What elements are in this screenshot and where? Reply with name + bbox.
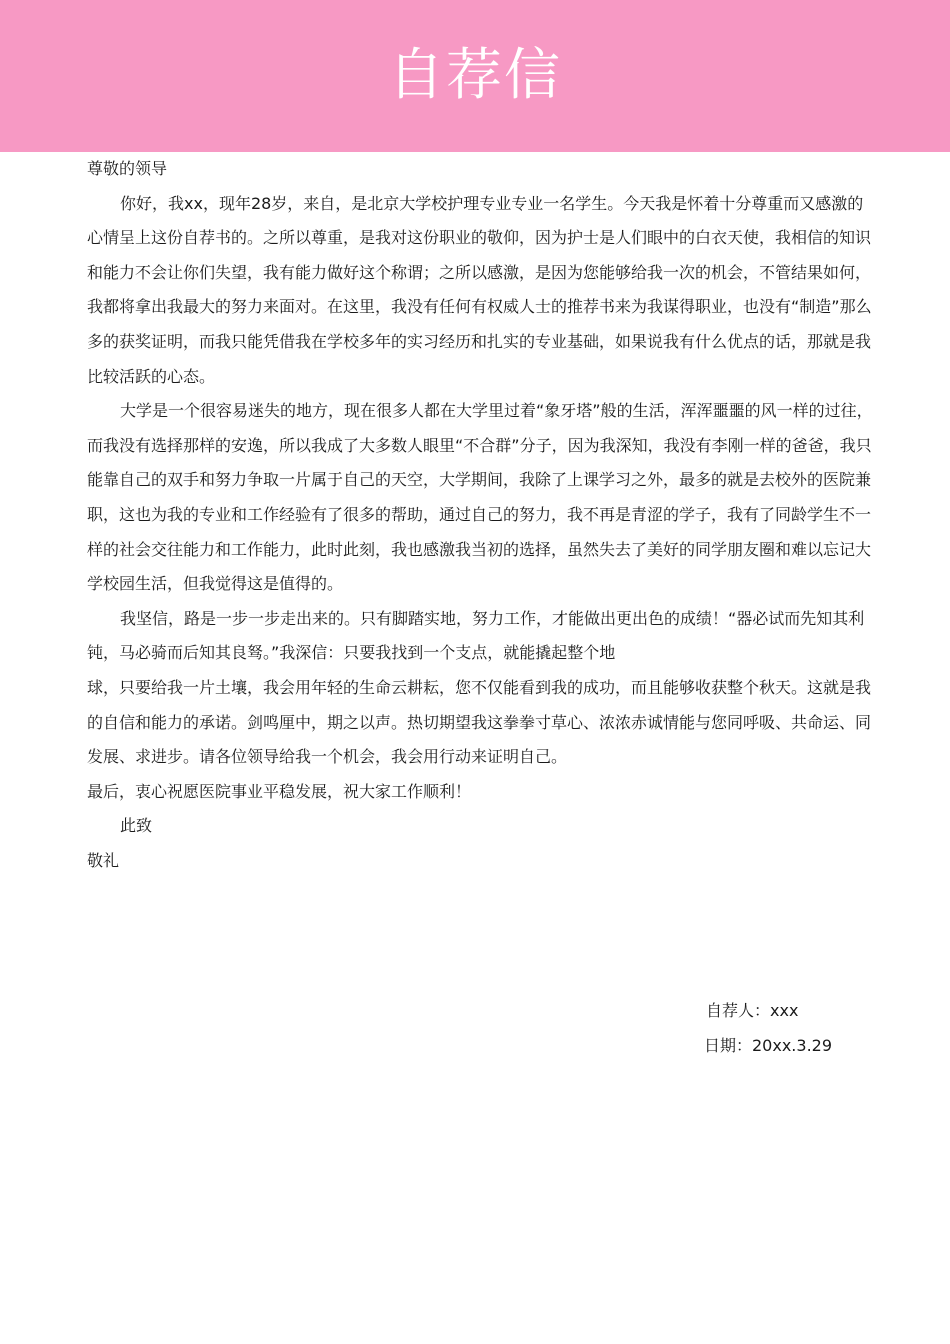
closing-wish: 最后，衷心祝愿医院事业平稳发展，祝大家工作顺利！ xyxy=(87,781,472,801)
closing-salute: 敬礼 xyxy=(87,850,120,870)
paragraph-introduction: 你好，我xx，现年28岁，来自，是北京大学校护理专业专业一名学生。今天我是怀着十分尊重而又感激的心情呈上这份自荐书的。之所以尊重，是我对这份职业的敬仰，因为护士是人们眼中的白衣天使，我相信的知识和能力不会让你们失望，我有能力做好这个称谓；之所以感激，是因为您能够给我一次的机会，不管结果如何，我都将拿出我最大的努力来面对。在这里，我没有任何有权威人士的推荐书来为我谋得职业，也没有“制造”那么多的获奖证明，而我只能凭借我在学校多年的实习经历和扎实的专业基础，如果说我有什么优点的话，那就是我比较活跃的心态。 xyxy=(87,193,872,386)
header-band xyxy=(0,0,950,152)
page-title: 自荐信 xyxy=(388,43,562,108)
signature-name: 自荐人：xxx xyxy=(706,1001,799,1020)
letter-body xyxy=(87,152,877,878)
signature-date: 日期：20xx.3.29 xyxy=(704,1035,833,1055)
salutation: 尊敬的领导 xyxy=(87,159,168,178)
paragraph-continuation: 球，只要给我一片土壤，我会用年轻的生命云耕耘，您不仅能看到我的成功，而且能够收获整个秋天。这就是我的自信和能力的承诺。剑鸣厘中，期之以声。热切期望我这拳拳寸草心、浓浓赤诚情能与您同呼吸、共命运、同发展、求进步。请各位领导给我一个机会，我会用行动来证明自己。 xyxy=(87,677,872,767)
paragraph-belief: 我坚信，路是一步一步走出来的。只有脚踏实地，努力工作，才能做出更出色的成绩！“器必试而先知其利钝，马必骑而后知其良驽。”我深信：只要我找到一个支点，就能撬起整个地 xyxy=(87,608,865,663)
closing-respectfully: 此致 xyxy=(120,816,153,836)
signature-block xyxy=(706,994,832,1063)
paragraph-university: 大学是一个很容易迷失的地方，现在很多人都在大学里过着“象牙塔”般的生活，浑浑噩噩的风一样的过往，而我没有选择那样的安逸，所以我成了大多数人眼里“不合群”分子，因为我深知，我没有李刚一样的爸爸，我只能靠自己的双手和努力争取一片属于自己的天空，大学期间，我除了上课学习之外，最多的就是去校外的医院兼职，这也为我的专业和工作经验有了很多的帮助，通过自己的努力，我不再是青涩的学子，我有了同龄学生不一样的社会交往能力和工作能力，此时此刻，我也感激我当初的选择，虽然失去了美好的同学朋友圈和难以忘记大学校园生活，但我觉得这是值得的。 xyxy=(87,401,873,594)
